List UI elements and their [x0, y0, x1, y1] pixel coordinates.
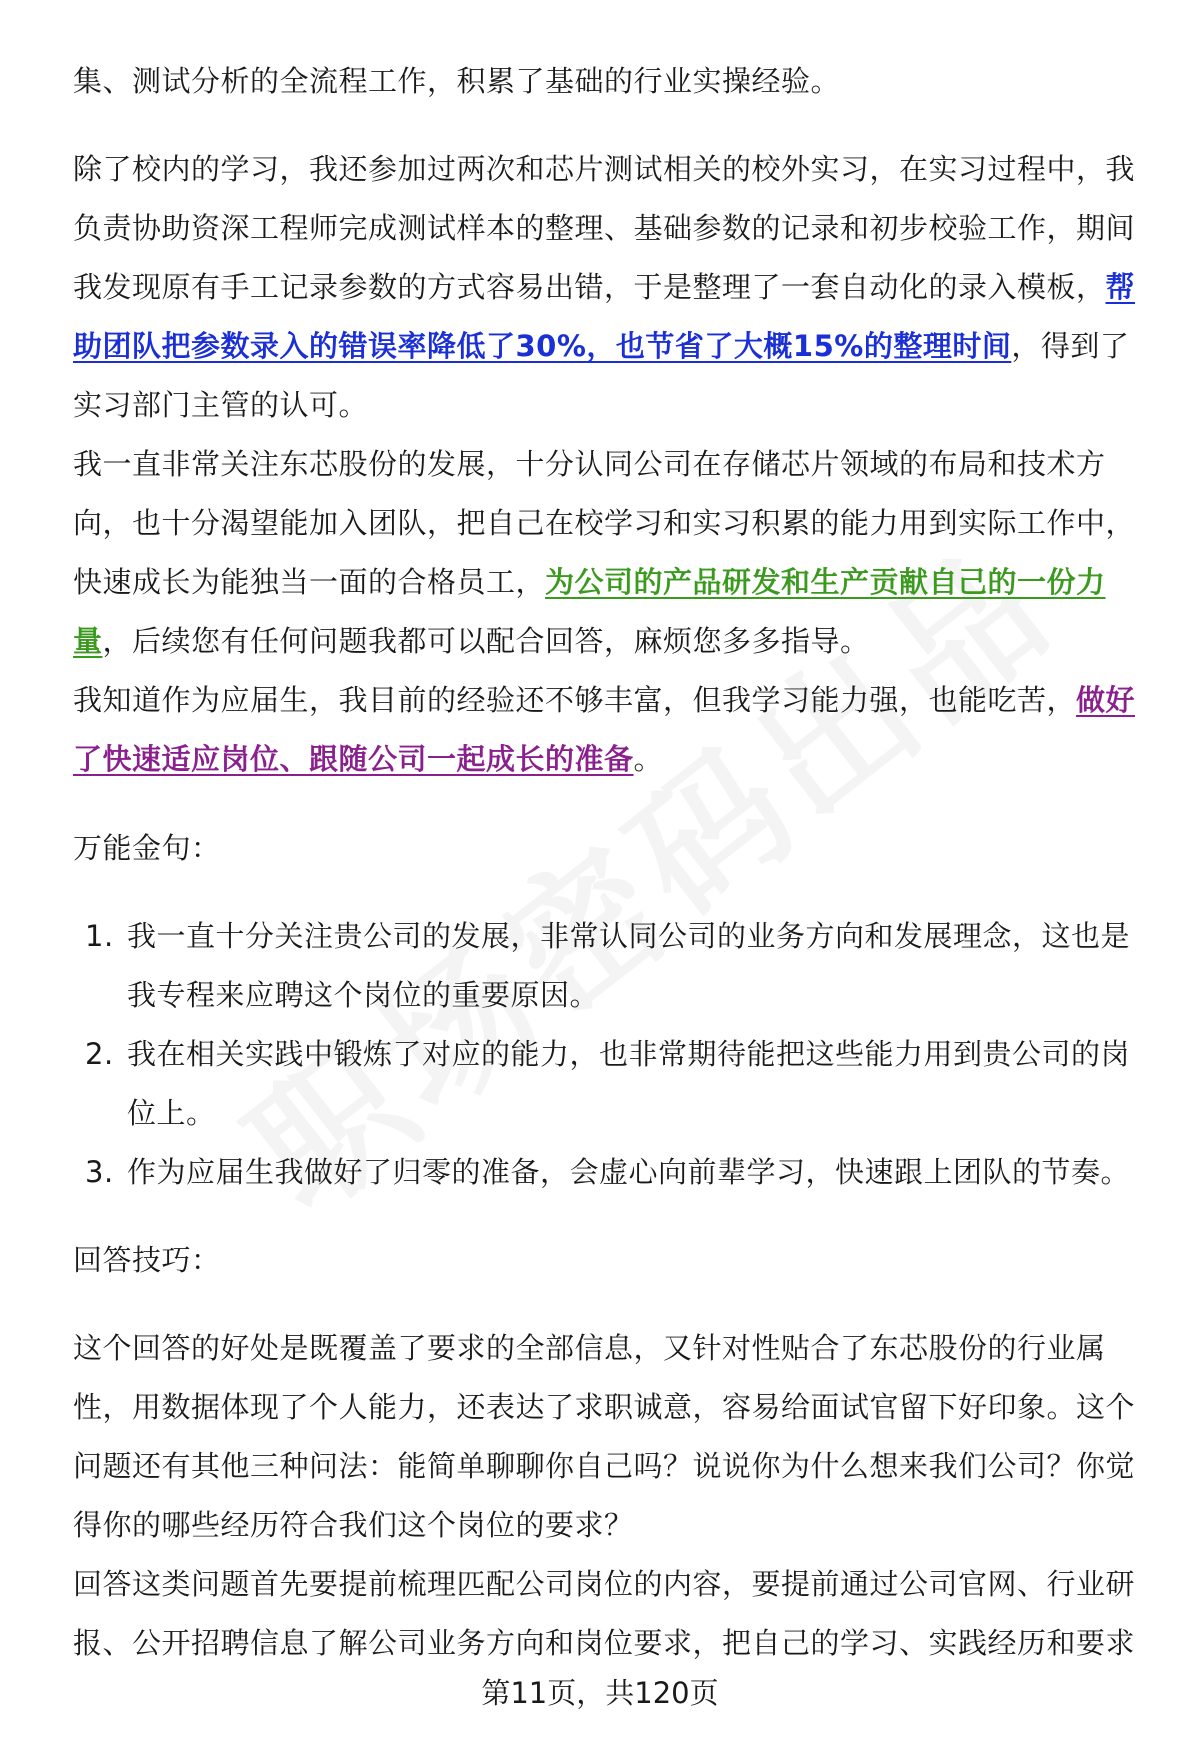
paragraph-continuation: 集、测试分析的全流程工作，积累了基础的行业实操经验。 — [73, 64, 841, 98]
tips-paragraph-1: 这个回答的好处是既覆盖了要求的全部信息，又针对性贴合了东芯股份的行业属性，用数据体现了个人能力，还表达了求职诚意，容易给面试官留下好印象。这个问题还有其他三种问法：能简单聊聊你自己吗？说说你为什么想来我们公司？你觉得你的哪些经历符合我们这个岗位的要求？ — [73, 1331, 1136, 1542]
tips-heading: 回答技巧： — [73, 1243, 221, 1277]
fresh-graduate-text-end: 。 — [633, 742, 664, 776]
list-item — [73, 1143, 1158, 1202]
list-item — [73, 1025, 1158, 1143]
highlight-blue: 帮助团队把参数录入的错误率降低了30%，也节省了大概15%的整理时间 — [73, 270, 1136, 363]
highlight-green: 为公司的产品研发和生产贡献自己的一份力量 — [73, 565, 1106, 658]
document-body — [73, 52, 1158, 1673]
internship-text-end: ，得到了实习部门主管的认可。 — [73, 329, 1130, 422]
list-number: 3. — [85, 1155, 114, 1189]
list-number: 2. — [85, 1037, 114, 1071]
paragraph-fresh-graduate — [73, 671, 1158, 789]
list-text: 我一直十分关注贵公司的发展，非常认同公司的业务方向和发展理念，这也是我专程来应聘这个岗位的重要原因。 — [127, 919, 1131, 1012]
page-footer: 第11页，共120页 — [481, 1676, 719, 1710]
golden-sentences-heading: 万能金句： — [73, 831, 221, 865]
list-text: 我在相关实践中锻炼了对应的能力，也非常期待能把这些能力用到贵公司的岗位上。 — [127, 1037, 1131, 1130]
fresh-graduate-text: 我知道作为应届生，我目前的经验还不够丰富，但我学习能力强，也能吃苦， — [73, 683, 1077, 717]
tips-paragraph-2: 回答这类问题首先要提前梳理匹配公司岗位的内容，要提前通过公司官网、行业研报、公开招聘信息了解公司业务方向和岗位要求，把自己的学习、实践经历和要求 — [73, 1567, 1136, 1660]
company-interest-text-end: ，后续您有任何问题我都可以配合回答，麻烦您多多指导。 — [102, 624, 870, 658]
paragraph-company-interest — [73, 435, 1158, 671]
list-text: 作为应届生我做好了归零的准备，会虚心向前辈学习，快速跟上团队的节奏。 — [127, 1155, 1131, 1189]
internship-text: 除了校内的学习，我还参加过两次和芯片测试相关的校外实习，在实习过程中，我负责协助资深工程师完成测试样本的整理、基础参数的记录和初步校验工作，期间我发现原有手工记录参数的方式容易出错，于是整理了一套自动化的录入模板， — [73, 152, 1136, 304]
golden-sentences-list — [73, 907, 1158, 1202]
company-interest-text: 我一直非常关注东芯股份的发展，十分认同公司在存储芯片领域的布局和技术方向，也十分渴望能加入团队，把自己在校学习和实习积累的能力用到实际工作中，快速成长为能独当一面的合格员工， — [73, 447, 1136, 599]
highlight-purple: 做好了快速适应岗位、跟随公司一起成长的准备 — [73, 683, 1136, 776]
list-number: 1. — [85, 919, 114, 953]
list-item — [73, 907, 1158, 1025]
paragraph-internship — [73, 140, 1158, 435]
